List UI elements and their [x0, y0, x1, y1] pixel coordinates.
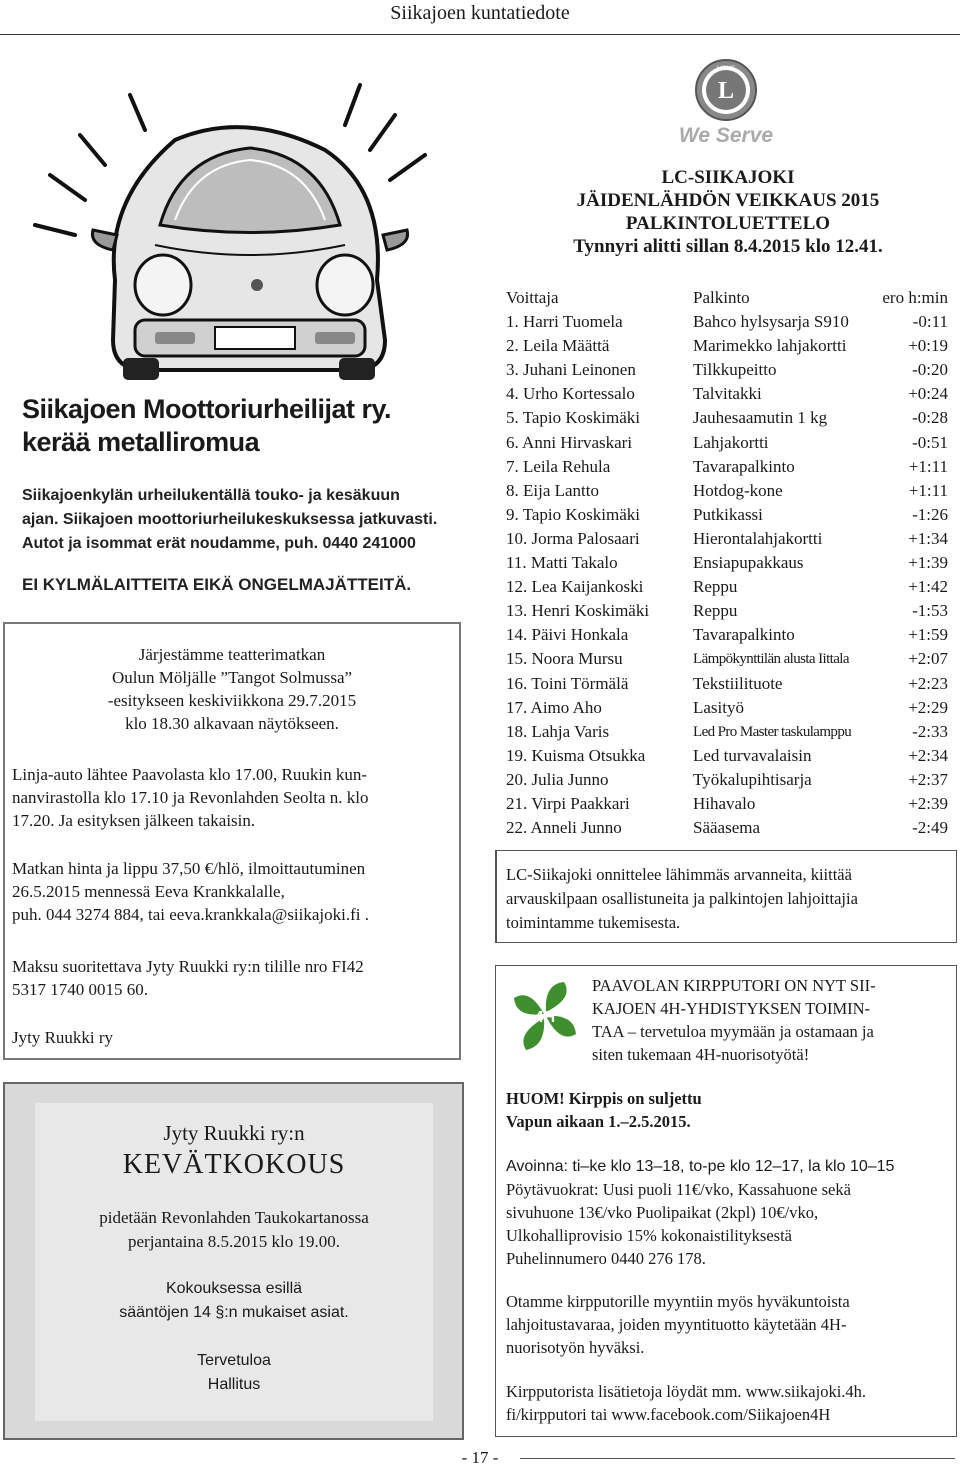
result-prize: Reppu [693, 601, 738, 621]
result-prize: Talvitakki [693, 384, 762, 404]
kirppis-hours-3: sivuhuone 13€/vko Puolipaikat (2kpl) 10€/vko, [506, 1203, 819, 1222]
result-winner: 10. Jorma Palosaari [506, 528, 640, 548]
result-prize: Reppu [693, 577, 738, 597]
result-diff: +2:37 [908, 769, 948, 789]
result-winner: 3. Juhani Leinonen [506, 360, 636, 380]
theatre-signature: Jyty Ruukki ry [12, 1028, 114, 1047]
theatre-payment-line-1: Maksu suoritettava Jyty Ruukki ry:n tilille nro FI42 [12, 957, 364, 976]
meeting-place-2: perjantaina 8.5.2015 klo 19.00. [128, 1232, 340, 1251]
result-prize: Tilkkupeitto [693, 360, 777, 380]
lc-title-3: PALKINTOLUETTELO [625, 213, 831, 234]
result-prize: Lasityö [693, 697, 744, 717]
result-prize: Tavarapalkinto [693, 456, 795, 476]
meeting-agenda-1: Kokouksessa esillä [165, 1280, 303, 1297]
result-prize: Led turvavalaisin [693, 745, 812, 765]
result-winner: 19. Kuisma Otsukka [506, 745, 646, 765]
kirppis-hours-2: Pöytävuokrat: Uusi puoli 11€/vko, Kassahuone sekä [506, 1180, 851, 1199]
kirppis-hours-4: Ulkohalliprovisio 15% kokonaistilityksestä [506, 1226, 792, 1245]
result-winner: 6. Anni Hirvaskari [506, 432, 633, 452]
result-prize: Bahco hylsysarja S910 [693, 312, 849, 331]
result-diff: -0:28 [912, 408, 948, 428]
theatre-heading-4: klo 18.30 alkavaan näytökseen. [125, 714, 339, 733]
meeting-agenda-2: sääntöjen 14 §:n mukaiset asiat. [119, 1304, 349, 1321]
result-diff: +0:24 [908, 384, 948, 404]
result-diff: +2:29 [908, 697, 948, 717]
theatre-payment-line-2: 5317 1740 0015 60. [12, 980, 148, 999]
meeting-welcome: Tervetuloa [197, 1352, 271, 1369]
result-winner: 18. Lahja Varis [506, 721, 610, 741]
result-winner: 16. Toini Törmälä [506, 673, 629, 693]
result-winner: 20. Julia Junno [506, 769, 609, 789]
lc-title-4: Tynnyri alitti sillan 8.4.2015 klo 12.41. [573, 236, 883, 257]
4h-clover-logo [506, 978, 584, 1054]
theatre-heading-1: Järjestämme teatterimatkan [138, 645, 326, 664]
result-prize: Ensiapupakkaus [693, 553, 804, 572]
kirppis-info-2: fi/kirpputori tai www.facebook.com/Siikajoen4H [506, 1405, 831, 1424]
result-winner: 22. Anneli Junno [506, 818, 622, 838]
kirppis-hours-1: Avoinna: ti–ke klo 13–18, to-pe klo 12–17, la klo 10–15 [506, 1158, 895, 1175]
result-prize: Lahjakortti [693, 432, 769, 452]
result-diff: +2:34 [908, 745, 948, 765]
result-diff: +0:19 [908, 336, 948, 356]
result-prize: Lämpökynttilän alusta Iittala [693, 651, 849, 668]
results-header-prize: Palkinto [693, 288, 750, 307]
kirppis-info-1: Kirpputorista lisätietoja löydät mm. www.siikajoki.4h. [506, 1382, 867, 1401]
result-prize: Sääasema [693, 818, 761, 838]
lions-slogan: We Serve [678, 124, 774, 147]
result-diff: -2:49 [912, 818, 948, 838]
footer-divider [470, 1458, 955, 1459]
metal-ad-title: Siikajoen Moottoriurheilijat ry. [22, 394, 392, 424]
meeting-title: KEVÄTKOKOUS [122, 1149, 346, 1180]
theatre-price-line-2: 26.5.2015 mennessä Eeva Krankkalalle, [12, 882, 285, 901]
result-diff: -1:26 [912, 504, 948, 524]
result-winner: 11. Matti Takalo [506, 553, 618, 572]
svg-text:LIONS: LIONS [716, 66, 736, 72]
kirppis-notice-2: Vapun aikaan 1.–2.5.2015. [506, 1112, 691, 1131]
theatre-bus-line-2: nanvirastolla klo 17.10 ja Revonlahden Seolta n. klo [12, 788, 369, 807]
result-prize: Jauhesaamutin 1 kg [693, 408, 828, 428]
result-winner: 1. Harri Tuomela [506, 312, 623, 331]
metal-ad-line-2: ajan. Siikajoen moottoriurheilukeskuksessa jatkuvasti. [22, 511, 438, 528]
metal-ad-warning: EI KYLMÄLAITTEITA EIKÄ ONGELMAJÄTTEITÄ. [22, 575, 412, 594]
result-diff: +2:07 [908, 649, 948, 669]
kirppis-intro-3: TAA – tervetuloa myymään ja ostamaan ja [592, 1022, 874, 1041]
result-winner: 13. Henri Koskimäki [506, 601, 650, 621]
metal-ad-line-3: Autot ja isommat erät noudamme, puh. 0440 241000 [22, 535, 416, 552]
result-winner: 5. Tapio Koskimäki [506, 408, 641, 428]
car-illustration [5, 40, 471, 385]
kirppis-sales-2: lahjoitustavaraa, joiden myyntituotto käytetään 4H- [506, 1315, 847, 1334]
lc-title-2: JÄIDENLÄHDÖN VEIKKAUS 2015 [576, 190, 880, 211]
result-diff: +1:11 [908, 480, 948, 500]
header-divider [0, 34, 960, 35]
metal-ad-line-1: Siikajoenkylän urheilukentällä touko- ja kesäkuun [22, 487, 400, 504]
header-title: Siikajoen kuntatiedote [390, 2, 570, 24]
lc-title-1: LC-SIIKAJOKI [661, 167, 795, 188]
result-prize: Tavarapalkinto [693, 625, 795, 645]
result-prize: Työkalupihtisarja [693, 769, 812, 789]
result-diff: +1:34 [908, 528, 948, 548]
theatre-bus-line-3: 17.20. Ja esityksen jälkeen takaisin. [12, 811, 256, 830]
result-diff: -0:11 [912, 312, 948, 331]
result-diff: +1:11 [908, 456, 948, 476]
result-prize: Hierontalahjakortti [693, 528, 823, 548]
result-prize: Marimekko lahjakortti [693, 336, 847, 356]
theatre-heading-3: -esitykseen keskiviikkona 29.7.2015 [107, 691, 357, 710]
theatre-price-line-3: puh. 044 3274 884, tai eeva.krankkala@siikajoki.fi . [12, 905, 369, 924]
svg-text:L: L [717, 78, 735, 104]
kirppis-sales-1: Otamme kirpputorille myyntiin myös hyväkuntoista [506, 1292, 850, 1311]
result-diff: +1:42 [908, 577, 948, 597]
lions-logo [676, 58, 776, 153]
result-diff: -1:53 [912, 601, 948, 621]
result-diff: +2:39 [908, 794, 948, 813]
svg-text:4H: 4H [534, 1009, 556, 1026]
kirppis-hours-5: Puhelinnumero 0440 276 178. [506, 1249, 706, 1268]
result-winner: 4. Urho Kortessalo [506, 384, 635, 404]
result-prize: Putkikassi [693, 504, 763, 524]
kirppis-sales-3: nuorisotyön hyväksi. [506, 1338, 645, 1357]
results-header-winner: Voittaja [506, 288, 559, 307]
kirppis-intro-1: PAAVOLAN KIRPPUTORI ON NYT SII- [592, 976, 876, 995]
result-prize: Hotdog-kone [693, 480, 783, 500]
meeting-org: Jyty Ruukki ry:n [163, 1121, 305, 1145]
result-diff: +1:59 [908, 625, 948, 645]
result-winner: 7. Leila Rehula [506, 456, 611, 476]
meeting-board: Hallitus [207, 1376, 261, 1393]
result-diff: +2:23 [908, 673, 948, 693]
result-diff: +1:39 [908, 553, 948, 572]
kirppis-intro-4: siten tukemaan 4H-nuorisotyötä! [592, 1045, 810, 1064]
result-winner: 17. Aimo Aho [506, 697, 602, 717]
metal-ad-subtitle: kerää metalliromua [22, 427, 260, 457]
result-winner: 21. Virpi Paakkari [506, 794, 630, 813]
theatre-price-line-1: Matkan hinta ja lippu 37,50 €/hlö, ilmoittautuminen [12, 859, 366, 878]
result-winner: 14. Päivi Honkala [506, 625, 629, 645]
result-diff: -2:33 [912, 721, 948, 741]
theatre-bus-line-1: Linja-auto lähtee Paavolasta klo 17.00, Ruukin kun- [12, 765, 368, 784]
result-diff: -0:51 [912, 432, 948, 452]
result-winner: 8. Eija Lantto [506, 480, 600, 500]
results-header-diff: ero h:min [882, 288, 948, 307]
result-prize: Tekstiilituote [693, 673, 783, 693]
result-winner: 12. Lea Kaijankoski [506, 577, 644, 597]
congrats-line-3: toimintamme tukemisesta. [506, 913, 681, 932]
result-winner: 9. Tapio Koskimäki [506, 504, 641, 524]
kirppis-intro-2: KAJOEN 4H-YHDISTYKSEN TOIMIN- [592, 999, 871, 1018]
page-number: - 17 - [440, 1448, 520, 1468]
result-diff: -0:20 [912, 360, 948, 380]
meeting-place-1: pidetään Revonlahden Taukokartanossa [99, 1208, 369, 1227]
congrats-line-2: arvauskilpaan osallistuneita ja palkintojen lahjoittajia [506, 889, 858, 908]
theatre-heading-2: Oulun Möljälle ”Tangot Solmussa” [111, 668, 353, 687]
result-prize: Led Pro Master taskulamppu [693, 723, 852, 740]
result-prize: Hihavalo [693, 794, 756, 813]
result-winner: 15. Noora Mursu [506, 649, 623, 669]
congrats-line-1: LC-Siikajoki onnittelee lähimmäs arvanneita, kiittää [506, 865, 852, 884]
kirppis-notice-1: HUOM! Kirppis on suljettu [506, 1089, 702, 1108]
result-winner: 2. Leila Määttä [506, 336, 610, 356]
